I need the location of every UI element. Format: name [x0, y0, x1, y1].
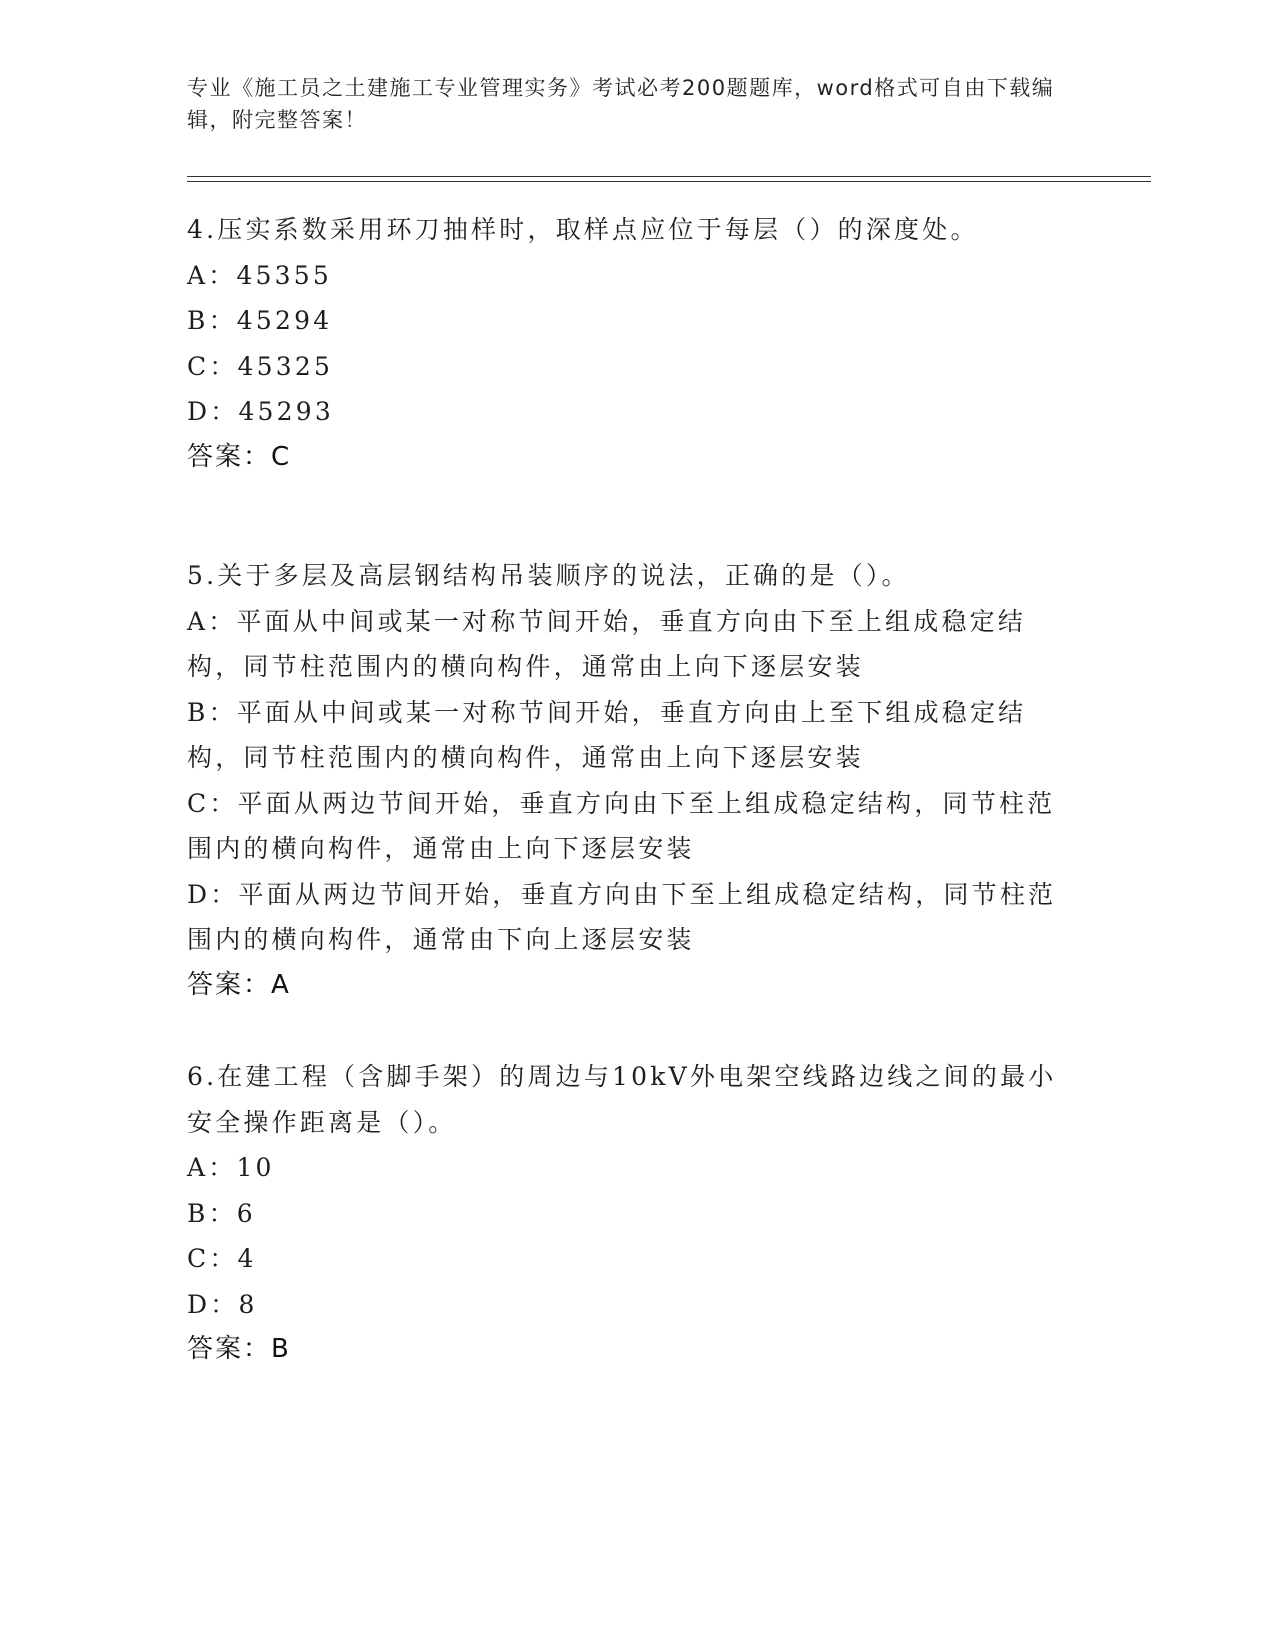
option-b: B：45294 — [187, 306, 333, 335]
option-a: A：10 — [187, 1153, 275, 1182]
option-c: C：平面从两边节间开始，垂直方向由下至上组成稳定结构，同节柱范围内的横向构件，通常由上向下逐层安装 — [187, 788, 1056, 863]
question-stem: 6.在建工程（含脚手架）的周边与10kV外电架空线路边线之间的最小安全操作距离是（）。 — [187, 1062, 1057, 1137]
answer-line: 答案：C — [187, 441, 292, 472]
option-a: A：45355 — [187, 260, 332, 290]
question-stem: 4.压实系数采用环刀抽样时，取样点应位于每层（）的深度处。 — [187, 215, 979, 244]
header-divider-top — [187, 176, 1151, 177]
document-header: 专业《施工员之土建施工专业管理实务》考试必考200题题库，word格式可自由下载编辑，附完整答案！ — [187, 76, 1055, 132]
header-divider-bottom — [187, 181, 1151, 182]
question-stem: 5.关于多层及高层钢结构吊装顺序的说法，正确的是（）。 — [187, 561, 910, 590]
option-d: D：平面从两边节间开始，垂直方向由下至上组成稳定结构，同节柱范围内的横向构件，通常由下向上逐层安装 — [187, 879, 1057, 954]
option-d: D：45293 — [187, 397, 334, 426]
option-b: B：6 — [187, 1198, 256, 1228]
option-d: D：8 — [187, 1289, 258, 1319]
option-b: B：平面从中间或某一对称节间开始，垂直方向由上至下组成稳定结构，同节柱范围内的横向构件，通常由上向下逐层安装 — [187, 697, 1027, 772]
question-5 — [187, 553, 1067, 1008]
option-c: C：4 — [187, 1244, 257, 1273]
answer-line: 答案：A — [187, 969, 291, 1000]
question-4 — [187, 207, 1067, 480]
option-a: A：平面从中间或某一对称节间开始，垂直方向由下至上组成稳定结构，同节柱范围内的横向构件，通常由上向下逐层安装 — [187, 606, 1027, 681]
option-c: C：45325 — [187, 351, 334, 381]
answer-line: 答案：B — [187, 1334, 291, 1364]
question-6 — [187, 1054, 1067, 1373]
